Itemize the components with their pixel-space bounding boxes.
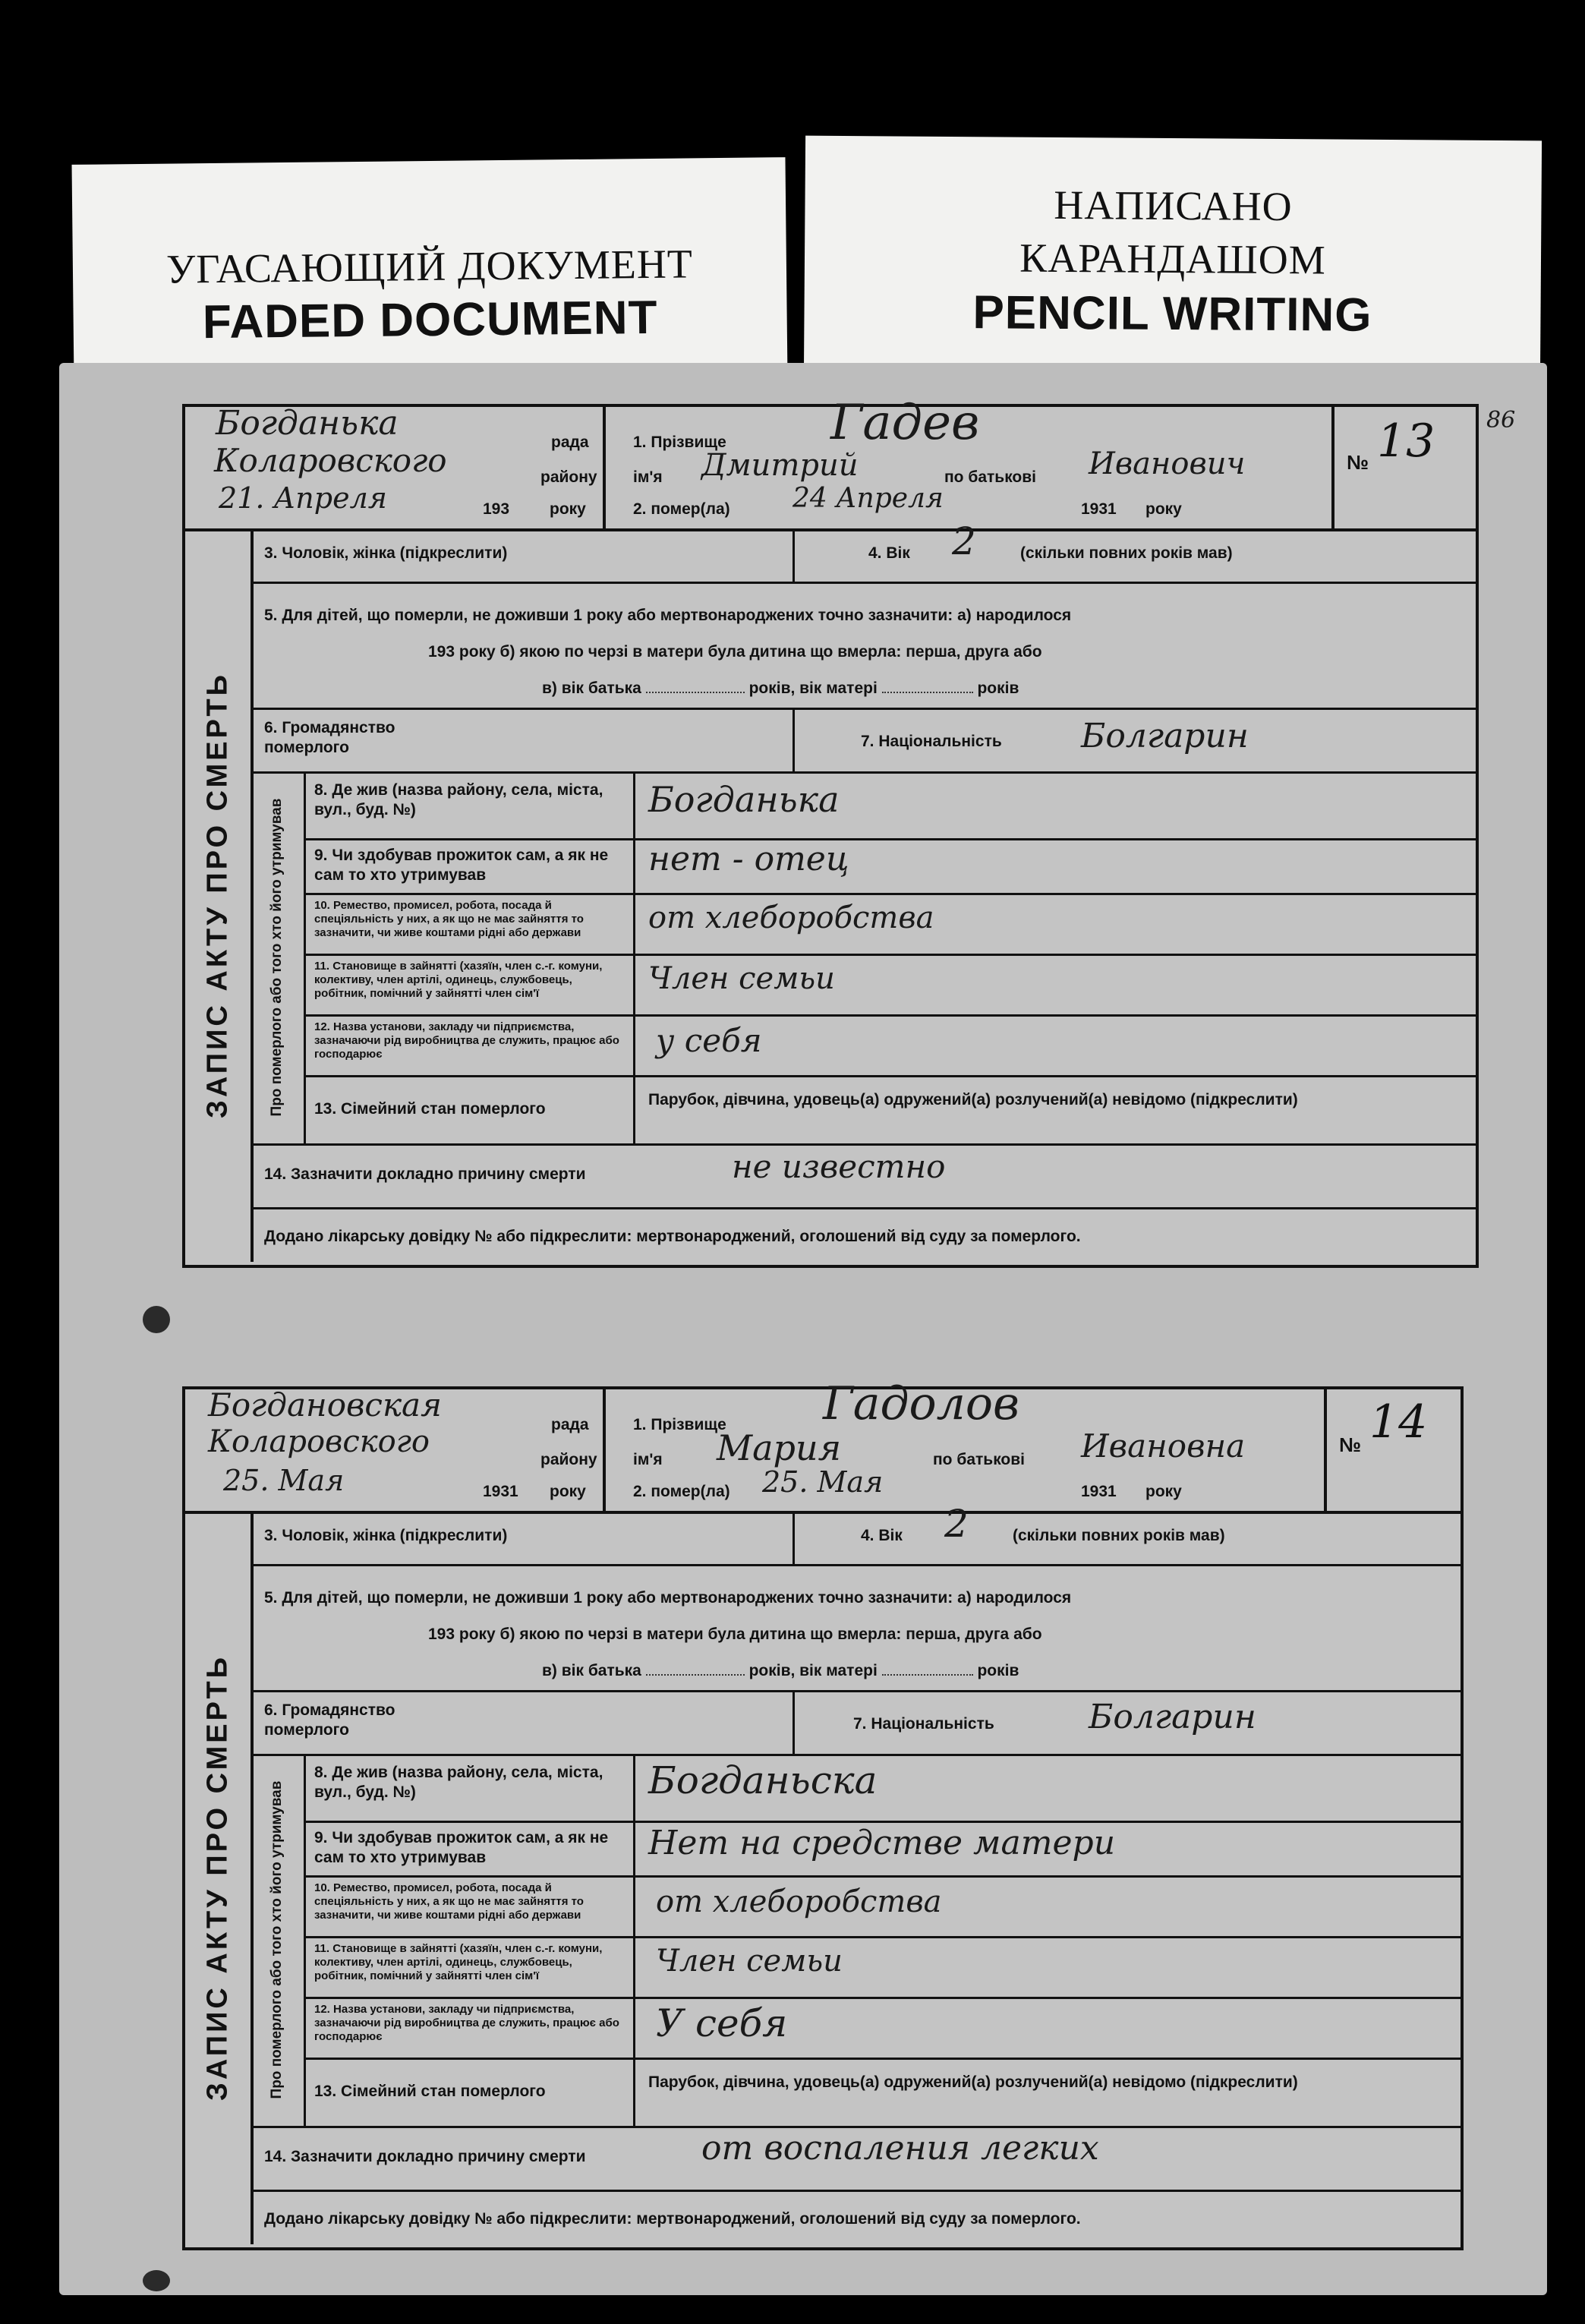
field-7-label: 7. Національність bbox=[861, 733, 1002, 750]
field-8-label: 8. Де жив (назва району, села, міста, вул., буд. №) bbox=[314, 781, 603, 818]
field-9-label: 9. Чи здобував прожиток сам, а як не сам то хто утримував bbox=[314, 1829, 609, 1866]
field-12-label: 12. Назва установи, закладу чи підприємства, зазначаючи рід виробництва де служить, працює або господарює bbox=[314, 1020, 619, 1061]
field-13-options: Парубок, дівчина, удовець(а) одружений(а) розлучений(а) невідомо (підкреслити) bbox=[648, 2073, 1298, 2091]
field-7-label: 7. Національність bbox=[853, 1715, 994, 1733]
record-header bbox=[185, 1377, 1461, 1514]
side-column bbox=[185, 528, 254, 1262]
pencil-writing-label bbox=[804, 136, 1542, 384]
field-11-label: 11. Становище в зайнятті (хазяїн, член с.-г. комуни, колективу, член артілі, одинець, службовець, робітник, помічний у зайнятті член сім'ї bbox=[314, 1942, 603, 1982]
field-4-label: 4. Вік bbox=[868, 544, 910, 562]
support-value: нет - отец bbox=[648, 840, 849, 878]
field-5-line-c: в) вік батька років, вік матері років bbox=[542, 680, 1019, 697]
raion-value: Коларовского bbox=[208, 1424, 430, 1459]
side-title: ЗАПИС АКТУ ПРО СМЕРТЬ bbox=[201, 672, 234, 1118]
surname-value: Гадолов bbox=[823, 1377, 1019, 1430]
faded-document-label bbox=[72, 157, 788, 385]
surname-label: 1. Прізвище bbox=[633, 434, 726, 451]
footer-text: Додано лікарську довідку № або підкреслити: мертвонароджений, оголошений від суду за померлого. bbox=[264, 2210, 1081, 2228]
record-header bbox=[185, 395, 1476, 531]
raion-label: району bbox=[540, 1451, 597, 1468]
field-11-label: 11. Становище в зайнятті (хазяїн, член с.-г. комуни, колективу, член артілі, одинець, службовець, робітник, помічний у зайнятті член сім'ї bbox=[314, 960, 603, 1000]
field-10-label: 10. Ремество, промисел, робота, посада й спеціяльність у них, а як що не має зайняття то зазначити, чи живе коштами рідні або держави bbox=[314, 899, 584, 939]
sub-side-title: Про померлого або того хто його утримував bbox=[269, 1780, 285, 2099]
patronymic-label: по батькові bbox=[933, 1451, 1025, 1468]
field-14-label: 14. Зазначити докладно причину смерти bbox=[264, 1165, 586, 1183]
died-year-label: 1931 bbox=[1081, 1483, 1117, 1500]
raion-value: Коларовского bbox=[214, 442, 447, 479]
record-number: 13 bbox=[1377, 415, 1435, 468]
died-label: 2. помер(ла) bbox=[633, 1483, 730, 1500]
faded-label-en: FADED DOCUMENT bbox=[202, 291, 658, 349]
pencil-label-ru-1: НАПИСАНО bbox=[1054, 181, 1293, 230]
number-label: № bbox=[1347, 451, 1369, 474]
death-record-14 bbox=[182, 1377, 1464, 2250]
rada-label: рада bbox=[551, 1416, 589, 1433]
field-4-suffix: (скільки повних років мав) bbox=[1013, 1527, 1225, 1544]
field-10-label: 10. Ремество, промисел, робота, посада й спеціяльність у них, а як що не має зайняття то зазначити, чи живе коштами рідні або держави bbox=[314, 1881, 584, 1922]
surname-label: 1. Прізвище bbox=[633, 1416, 726, 1433]
position-value: Член семьи bbox=[648, 961, 835, 996]
pencil-label-en: PENCIL WRITING bbox=[972, 286, 1372, 342]
field-5-line-b: 193 року б) якою по черзі в матери була дитина що вмерла: перша, друга або bbox=[428, 643, 1042, 661]
field-5-line-b: 193 року б) якою по черзі в матери була дитина що вмерла: перша, друга або bbox=[428, 1626, 1042, 1643]
workplace-value: у себя bbox=[656, 1022, 762, 1059]
footer-text: Додано лікарську довідку № або підкреслити: мертвонароджений, оголошений від суду за померлого. bbox=[264, 1228, 1081, 1245]
nationality-value: Болгарин bbox=[1089, 1698, 1256, 1736]
nationality-value: Болгарин bbox=[1081, 717, 1249, 755]
field-8-label: 8. Де жив (назва району, села, міста, вул., буд. №) bbox=[314, 1764, 603, 1801]
died-roku-label: року bbox=[1145, 1483, 1182, 1500]
field-6-label: 6. Громадянство померлого bbox=[264, 719, 395, 756]
year-label: 1931 bbox=[483, 1483, 518, 1500]
field-3-label: 3. Чоловік, жінка (підкреслити) bbox=[264, 544, 508, 562]
residence-value: Богданьска bbox=[648, 1758, 878, 1802]
died-date-value: 25. Мая bbox=[762, 1465, 884, 1499]
patronymic-value: Иванович bbox=[1089, 446, 1246, 481]
patronymic-label: по батькові bbox=[944, 468, 1036, 486]
field-13-options: Парубок, дівчина, удовець(а) одружений(а) розлучений(а) невідомо (підкреслити) bbox=[648, 1091, 1298, 1108]
sub-side-column bbox=[251, 771, 306, 1143]
year-label: 193 bbox=[483, 500, 510, 518]
roku-label: року bbox=[550, 500, 586, 518]
binder-hole-top bbox=[143, 1306, 170, 1333]
rada-value: Богданька bbox=[216, 404, 399, 443]
name-value: Дмитрий bbox=[701, 448, 859, 483]
name-value: Мария bbox=[717, 1427, 842, 1468]
faded-label-ru: УГАСАЮЩИЙ ДОКУМЕНТ bbox=[165, 241, 694, 292]
record-number: 14 bbox=[1369, 1395, 1428, 1449]
field-9-label: 9. Чи здобував прожиток сам, а як не сам то хто утримував bbox=[314, 847, 609, 884]
died-roku-label: року bbox=[1145, 500, 1182, 518]
field-13-label: 13. Сімейний стан померлого bbox=[314, 2083, 546, 2100]
died-year-label: 1931 bbox=[1081, 500, 1117, 518]
field-12-label: 12. Назва установи, закладу чи підприємства, зазначаючи рід виробництва де служить, працює або господарює bbox=[314, 2003, 619, 2043]
field-14-label: 14. Зазначити докладно причину смерти bbox=[264, 2148, 586, 2165]
position-value: Член семьи bbox=[656, 1944, 843, 1979]
surname-value: Гадев bbox=[830, 395, 980, 451]
field-4-suffix: (скільки повних років мав) bbox=[1020, 544, 1233, 562]
support-value: Нет на средстве матери bbox=[648, 1824, 1116, 1862]
sub-side-column bbox=[251, 1754, 306, 2126]
name-label: ім'я bbox=[633, 1451, 663, 1468]
field-5-line-a: 5. Для дітей, що померли, не доживши 1 року або мертвонароджених точно зазначити: а) народилося bbox=[264, 607, 1072, 624]
field-5-line-a: 5. Для дітей, що померли, не доживши 1 року або мертвонароджених точно зазначити: а) народилося bbox=[264, 1589, 1072, 1607]
field-6-label: 6. Громадянство померлого bbox=[264, 1701, 395, 1739]
binder-hole-bottom bbox=[143, 2270, 170, 2291]
date-value: 21. Апреля bbox=[219, 481, 387, 515]
field-3-label: 3. Чоловік, жінка (підкреслити) bbox=[264, 1527, 508, 1544]
pencil-label-ru-2: КАРАНДАШОМ bbox=[1019, 235, 1326, 283]
raion-label: району bbox=[540, 468, 597, 486]
cause-value: от воспаления легких bbox=[701, 2129, 1099, 2168]
age-value: 2 bbox=[944, 1502, 969, 1546]
field-4-label: 4. Вік bbox=[861, 1527, 903, 1544]
field-13-label: 13. Сімейний стан померлого bbox=[314, 1100, 546, 1118]
side-column bbox=[185, 1511, 254, 2244]
patronymic-value: Ивановна bbox=[1081, 1427, 1246, 1465]
name-label: ім'я bbox=[633, 468, 663, 486]
age-value: 2 bbox=[952, 519, 976, 563]
sub-side-title: Про померлого або того хто його утримував bbox=[269, 798, 285, 1117]
date-value: 25. Мая bbox=[223, 1464, 345, 1497]
margin-note: 86 bbox=[1486, 407, 1516, 434]
died-date-value: 24 Апреля bbox=[792, 483, 944, 514]
occupation-value: от хлеборобства bbox=[656, 1884, 942, 1919]
death-record-13 bbox=[182, 395, 1479, 1268]
residence-value: Богданька bbox=[648, 779, 840, 820]
died-label: 2. помер(ла) bbox=[633, 500, 730, 518]
number-label: № bbox=[1339, 1433, 1361, 1456]
occupation-value: от хлеборобства bbox=[648, 900, 934, 935]
workplace-value: У себя bbox=[656, 2001, 788, 2045]
rada-label: рада bbox=[551, 434, 589, 451]
roku-label: року bbox=[550, 1483, 586, 1500]
field-5-line-c: в) вік батька років, вік матері років bbox=[542, 1662, 1019, 1679]
cause-value: не известно bbox=[732, 1148, 946, 1185]
rada-value: Богдановская bbox=[208, 1386, 442, 1424]
side-title: ЗАПИС АКТУ ПРО СМЕРТЬ bbox=[201, 1654, 234, 2101]
